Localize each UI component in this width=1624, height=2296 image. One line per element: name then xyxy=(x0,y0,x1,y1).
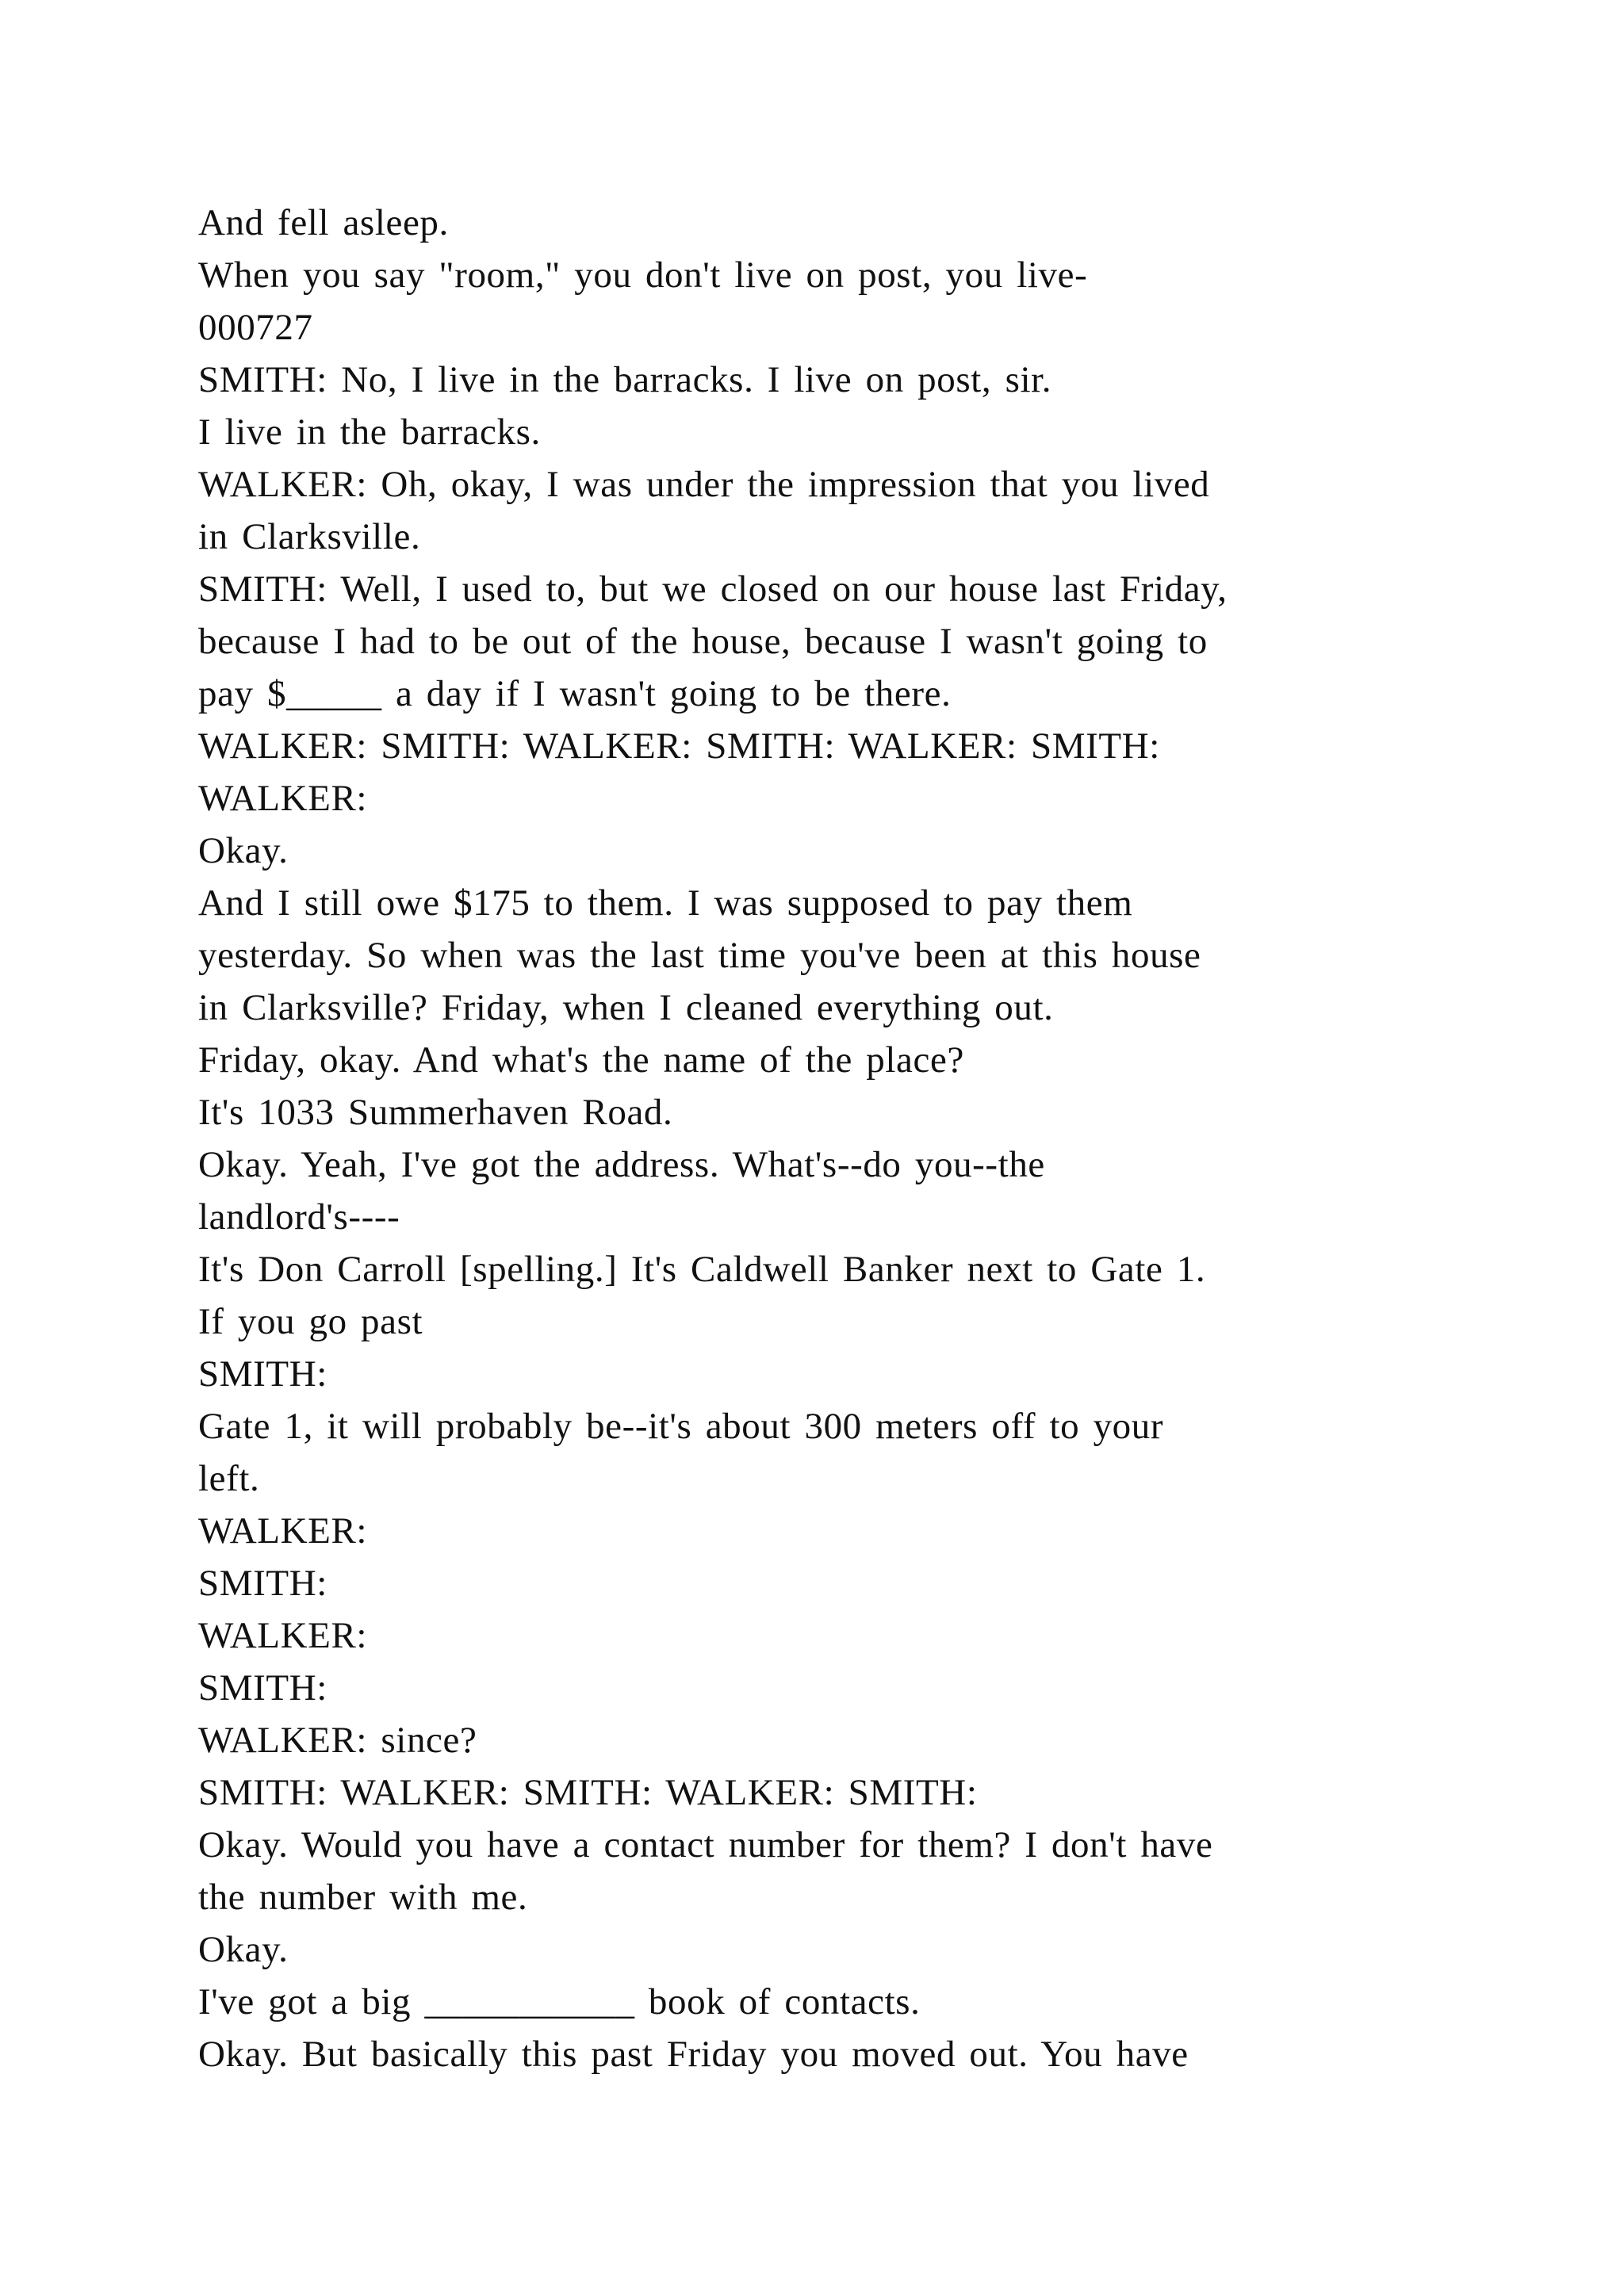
text-line: Okay. xyxy=(198,1929,289,1970)
text-line: 000727 xyxy=(198,307,313,348)
text-line: It's 1033 Summerhaven Road. xyxy=(198,1092,673,1133)
transcript-text xyxy=(198,197,1499,2080)
text-line: WALKER: SMITH: WALKER: SMITH: WALKER: SMITH: xyxy=(198,725,1160,767)
text-line: WALKER: Oh, okay, I was under the impression that you lived xyxy=(198,464,1210,505)
text-line: WALKER: since? xyxy=(198,1720,477,1761)
text-line: Gate 1, it will probably be--it's about 300 meters off to your xyxy=(198,1406,1164,1447)
text-line: pay $_____ a day if I wasn't going to be there. xyxy=(198,673,952,714)
text-line: I've got a big ___________ book of contacts. xyxy=(198,1981,921,2022)
text-line: I live in the barracks. xyxy=(198,411,541,453)
text-line: If you go past xyxy=(198,1301,423,1342)
text-line: because I had to be out of the house, because I wasn't going to xyxy=(198,621,1208,662)
text-line: It's Don Carroll [spelling.] It's Caldwell Banker next to Gate 1. xyxy=(198,1249,1206,1290)
text-line: And fell asleep. xyxy=(198,202,449,243)
text-line: Okay. But basically this past Friday you moved out. You have xyxy=(198,2034,1189,2075)
text-line: left. xyxy=(198,1458,260,1499)
text-line: in Clarksville? Friday, when I cleaned everything out. xyxy=(198,987,1054,1028)
text-line: SMITH: xyxy=(198,1667,327,1709)
text-line: Okay. Yeah, I've got the address. What's--do you--the xyxy=(198,1144,1045,1185)
text-line: SMITH: No, I live in the barracks. I live on post, sir. xyxy=(198,359,1052,400)
text-line: SMITH: xyxy=(198,1353,327,1395)
text-line: the number with me. xyxy=(198,1877,528,1918)
text-line: in Clarksville. xyxy=(198,516,421,557)
text-line: SMITH: WALKER: SMITH: WALKER: SMITH: xyxy=(198,1772,978,1813)
text-line: Friday, okay. And what's the name of the place? xyxy=(198,1039,964,1081)
text-line: When you say "room," you don't live on post, you live- xyxy=(198,254,1088,296)
text-line: landlord's---- xyxy=(198,1196,400,1238)
text-line: WALKER: xyxy=(198,1510,368,1552)
text-line: WALKER: xyxy=(198,778,368,819)
text-line: WALKER: xyxy=(198,1615,368,1656)
text-line: Okay. Would you have a contact number for them? I don't have xyxy=(198,1824,1213,1866)
text-line: Okay. xyxy=(198,830,289,871)
text-line: And I still owe $175 to them. I was supposed to pay them xyxy=(198,882,1133,924)
text-line: yesterday. So when was the last time you've been at this house xyxy=(198,935,1201,976)
text-line: SMITH: xyxy=(198,1563,327,1604)
text-line: SMITH: Well, I used to, but we closed on our house last Friday, xyxy=(198,568,1228,610)
